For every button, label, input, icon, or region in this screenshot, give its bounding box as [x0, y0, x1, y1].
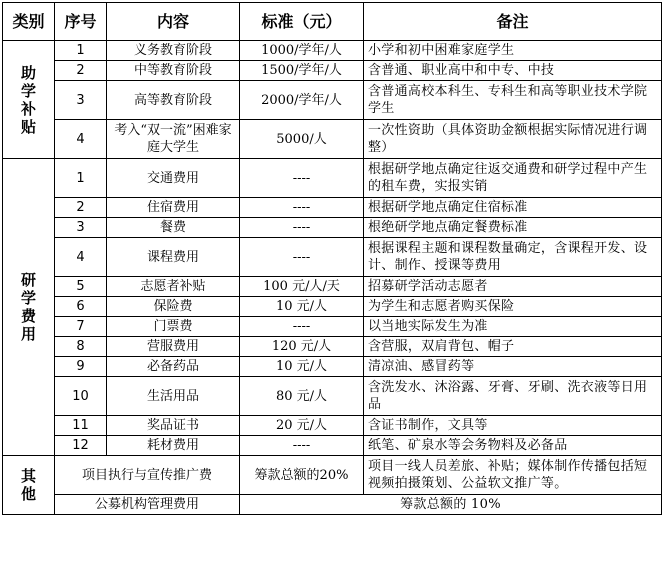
- note-cell: 根绝研学地点确定餐费标准: [364, 218, 662, 238]
- table-row: [3, 120, 662, 159]
- table-row: [3, 337, 662, 357]
- header-index: 序号: [55, 3, 107, 41]
- index-cell: 6: [55, 297, 107, 317]
- standard-cell: 筹款总额的20%: [240, 456, 364, 495]
- note-cell: 含营服，双肩背包、帽子: [364, 337, 662, 357]
- fee-standard-table: [2, 2, 662, 515]
- index-cell: 7: [55, 317, 107, 337]
- index-cell: 12: [55, 436, 107, 456]
- table-row: [3, 61, 662, 81]
- table-row: [3, 357, 662, 377]
- table-row: [3, 198, 662, 218]
- category-cell-study: [3, 159, 55, 456]
- category-cell-subsidy: [3, 41, 55, 159]
- standard-cell: 10 元/人: [240, 297, 364, 317]
- index-cell: 3: [55, 81, 107, 120]
- standard-cell: ----: [240, 317, 364, 337]
- category-cell-other: [3, 456, 55, 515]
- index-cell: 10: [55, 377, 107, 416]
- table-row: [3, 436, 662, 456]
- index-cell: 1: [55, 159, 107, 198]
- index-cell: 8: [55, 337, 107, 357]
- note-cell: 纸笔、矿泉水等会务物料及必备品: [364, 436, 662, 456]
- content-cell: 项目执行与宣传推广费: [55, 456, 240, 495]
- content-cell: 营服费用: [107, 337, 240, 357]
- table-row: [3, 456, 662, 495]
- content-cell: 高等教育阶段: [107, 81, 240, 120]
- note-cell: 为学生和志愿者购买保险: [364, 297, 662, 317]
- content-cell: 必备药品: [107, 357, 240, 377]
- note-cell: 含洗发水、沐浴露、牙膏、牙刷、洗衣液等日用品: [364, 377, 662, 416]
- note-cell: 清凉油、感冒药等: [364, 357, 662, 377]
- table-row: [3, 238, 662, 277]
- header-note: 备注: [364, 3, 662, 41]
- standard-cell: 筹款总额的 10%: [240, 495, 662, 515]
- index-cell: 2: [55, 198, 107, 218]
- table-row: [3, 495, 662, 515]
- note-cell: 根据研学地点确定往返交通费和研学过程中产生的租车费，实报实销: [364, 159, 662, 198]
- content-cell: 餐费: [107, 218, 240, 238]
- table-row: [3, 218, 662, 238]
- table-row: [3, 159, 662, 198]
- category-label: 研学费用: [20, 271, 36, 343]
- standard-cell: 100 元/人/天: [240, 277, 364, 297]
- content-cell: 志愿者补贴: [107, 277, 240, 297]
- standard-cell: 120 元/人: [240, 337, 364, 357]
- table-row: [3, 297, 662, 317]
- standard-cell: 2000/学年/人: [240, 81, 364, 120]
- header-standard: 标准（元）: [240, 3, 364, 41]
- note-cell: 根据研学地点确定住宿标准: [364, 198, 662, 218]
- index-cell: 4: [55, 238, 107, 277]
- index-cell: 4: [55, 120, 107, 159]
- content-cell: 交通费用: [107, 159, 240, 198]
- note-cell: 一次性资助（具体资助金额根据实际情况进行调整）: [364, 120, 662, 159]
- table-header-row: [3, 3, 662, 41]
- table-row: [3, 41, 662, 61]
- content-cell: 保险费: [107, 297, 240, 317]
- note-cell: 小学和初中困难家庭学生: [364, 41, 662, 61]
- index-cell: 1: [55, 41, 107, 61]
- table-row: [3, 277, 662, 297]
- standard-cell: 80 元/人: [240, 377, 364, 416]
- header-category: 类别: [3, 3, 55, 41]
- standard-cell: 1000/学年/人: [240, 41, 364, 61]
- standard-cell: ----: [240, 436, 364, 456]
- standard-cell: 20 元/人: [240, 416, 364, 436]
- category-label: 其他: [20, 467, 36, 503]
- note-cell: 含证书制作，文具等: [364, 416, 662, 436]
- standard-cell: ----: [240, 198, 364, 218]
- standard-cell: 1500/学年/人: [240, 61, 364, 81]
- standard-cell: 10 元/人: [240, 357, 364, 377]
- table-row: [3, 81, 662, 120]
- category-label: 助学补贴: [20, 63, 36, 136]
- standard-cell: ----: [240, 159, 364, 198]
- header-content: 内容: [107, 3, 240, 41]
- content-cell: 考入“双一流”困难家庭大学生: [107, 120, 240, 159]
- content-cell: 奖品证书: [107, 416, 240, 436]
- standard-cell: ----: [240, 238, 364, 277]
- content-cell: 门票费: [107, 317, 240, 337]
- index-cell: 3: [55, 218, 107, 238]
- note-cell: 以当地实际发生为准: [364, 317, 662, 337]
- content-cell: 课程费用: [107, 238, 240, 277]
- table-row: [3, 377, 662, 416]
- note-cell: 项目一线人员差旅、补贴；媒体制作传播包括短视频拍摄策划、公益软文推广等。: [364, 456, 662, 495]
- note-cell: 含普通、职业高中和中专、中技: [364, 61, 662, 81]
- note-cell: 含普通高校本科生、专科生和高等职业技术学院学生: [364, 81, 662, 120]
- table-row: [3, 317, 662, 337]
- note-cell: 招募研学活动志愿者: [364, 277, 662, 297]
- standard-cell: 5000/人: [240, 120, 364, 159]
- table-row: [3, 416, 662, 436]
- note-cell: 根据课程主题和课程数量确定，含课程开发、设计、制作、授课等费用: [364, 238, 662, 277]
- index-cell: 2: [55, 61, 107, 81]
- index-cell: 9: [55, 357, 107, 377]
- content-cell: 住宿费用: [107, 198, 240, 218]
- content-cell: 公募机构管理费用: [55, 495, 240, 515]
- standard-cell: ----: [240, 218, 364, 238]
- content-cell: 义务教育阶段: [107, 41, 240, 61]
- index-cell: 5: [55, 277, 107, 297]
- content-cell: 中等教育阶段: [107, 61, 240, 81]
- content-cell: 生活用品: [107, 377, 240, 416]
- index-cell: 11: [55, 416, 107, 436]
- content-cell: 耗材费用: [107, 436, 240, 456]
